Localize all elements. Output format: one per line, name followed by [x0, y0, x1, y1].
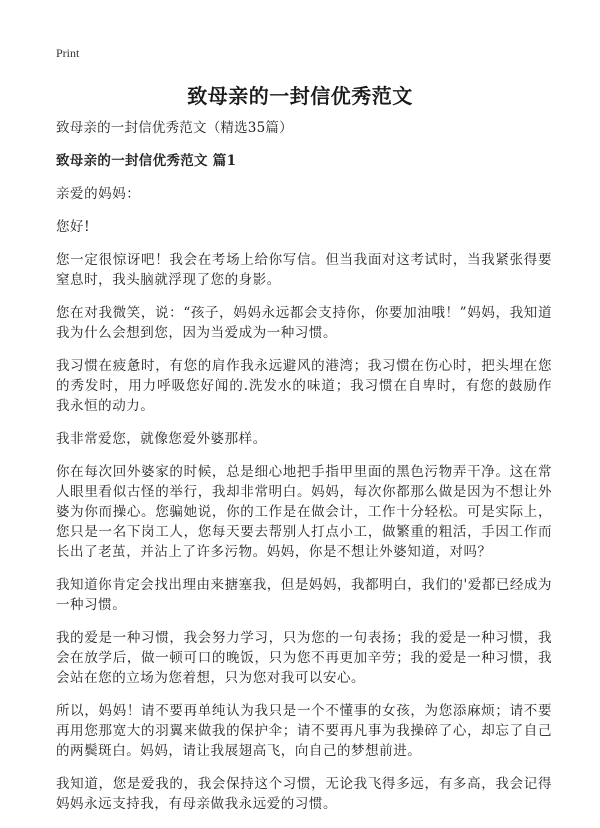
- paragraph: 我知道你肯定会找出理由来搪塞我，但是妈妈，我都明白，我们的'爱都已经成为一种习惯。: [56, 577, 553, 613]
- paragraph: 我知道，您是爱我的，我会保持这个习惯，无论我飞得多远，有多高，我会记得妈妈永远支持我，有母亲做我永远爱的习惯。: [56, 776, 552, 812]
- page-title: 致母亲的一封信优秀范文: [187, 84, 413, 108]
- document-body: [56, 118, 552, 827]
- paragraph: 你在每次回外婆家的时候，总是细心地把手指甲里面的黑色污物弄干净。这在常人眼里看似古怪的举行，我却非常明白。妈妈，每次你都那么做是因为不想让外婆为你而操心。您骗她说，你的工作是在做会计，工作十分轻松。可是实际上，您只是一名下岗工人，您每天要去帮别人打点小工，做繁重的粗活，手因工作而长出了老茧，并沾上了许多污物。妈妈，你是不想让外婆知道，对吗？: [56, 464, 552, 560]
- paragraph: 我的爱是一种习惯，我会努力学习，只为您的一句表扬；我的爱是一种习惯，我会在放学后，做一顿可口的晚饭，只为您不再更加辛劳；我的爱是一种习惯，我会站在您的立场为您着想，只为您对我可以安心。: [56, 630, 552, 686]
- document-subtitle: 致母亲的一封信优秀范文（精选35篇）: [56, 120, 293, 136]
- print-link[interactable]: Print: [56, 46, 80, 60]
- paragraph: 我非常爱您，就像您爱外婆那样。: [56, 431, 267, 447]
- section-heading: 致母亲的一封信优秀范文 篇1: [56, 153, 237, 169]
- paragraph: 您在对我微笑，说：“孩子，妈妈永远都会支持你，你要加油哦！”妈妈，我知道我为什么会想到您，因为当爱成为一种习惯。: [56, 305, 552, 341]
- paragraph-salutation: 亲爱的妈妈：: [56, 186, 141, 202]
- paragraph: 我习惯在疲惫时，有您的肩作我永远避风的港湾；我习惯在伤心时，把头埋在您的秀发时，用力呼吸您好闻的.洗发水的味道；我习惯在自卑时，有您的鼓励作我永恒的动力。: [56, 358, 552, 414]
- paragraph-greeting: 您好!: [56, 219, 91, 235]
- paragraph: 您一定很惊讶吧！我会在考场上给你写信。但当我面对这考试时，当我紧张得要窒息时，我头脑就浮现了您的身影。: [56, 252, 552, 288]
- paragraph: 所以，妈妈！请不要再单纯认为我只是一个不懂事的女孩，为您添麻烦；请不要再用您那宽大的羽翼来做我的保护伞；请不要再凡事为我操碎了心，却忘了自己的两鬓斑白。妈妈，请让我展翅高飞，向自己的梦想前进。: [56, 703, 552, 759]
